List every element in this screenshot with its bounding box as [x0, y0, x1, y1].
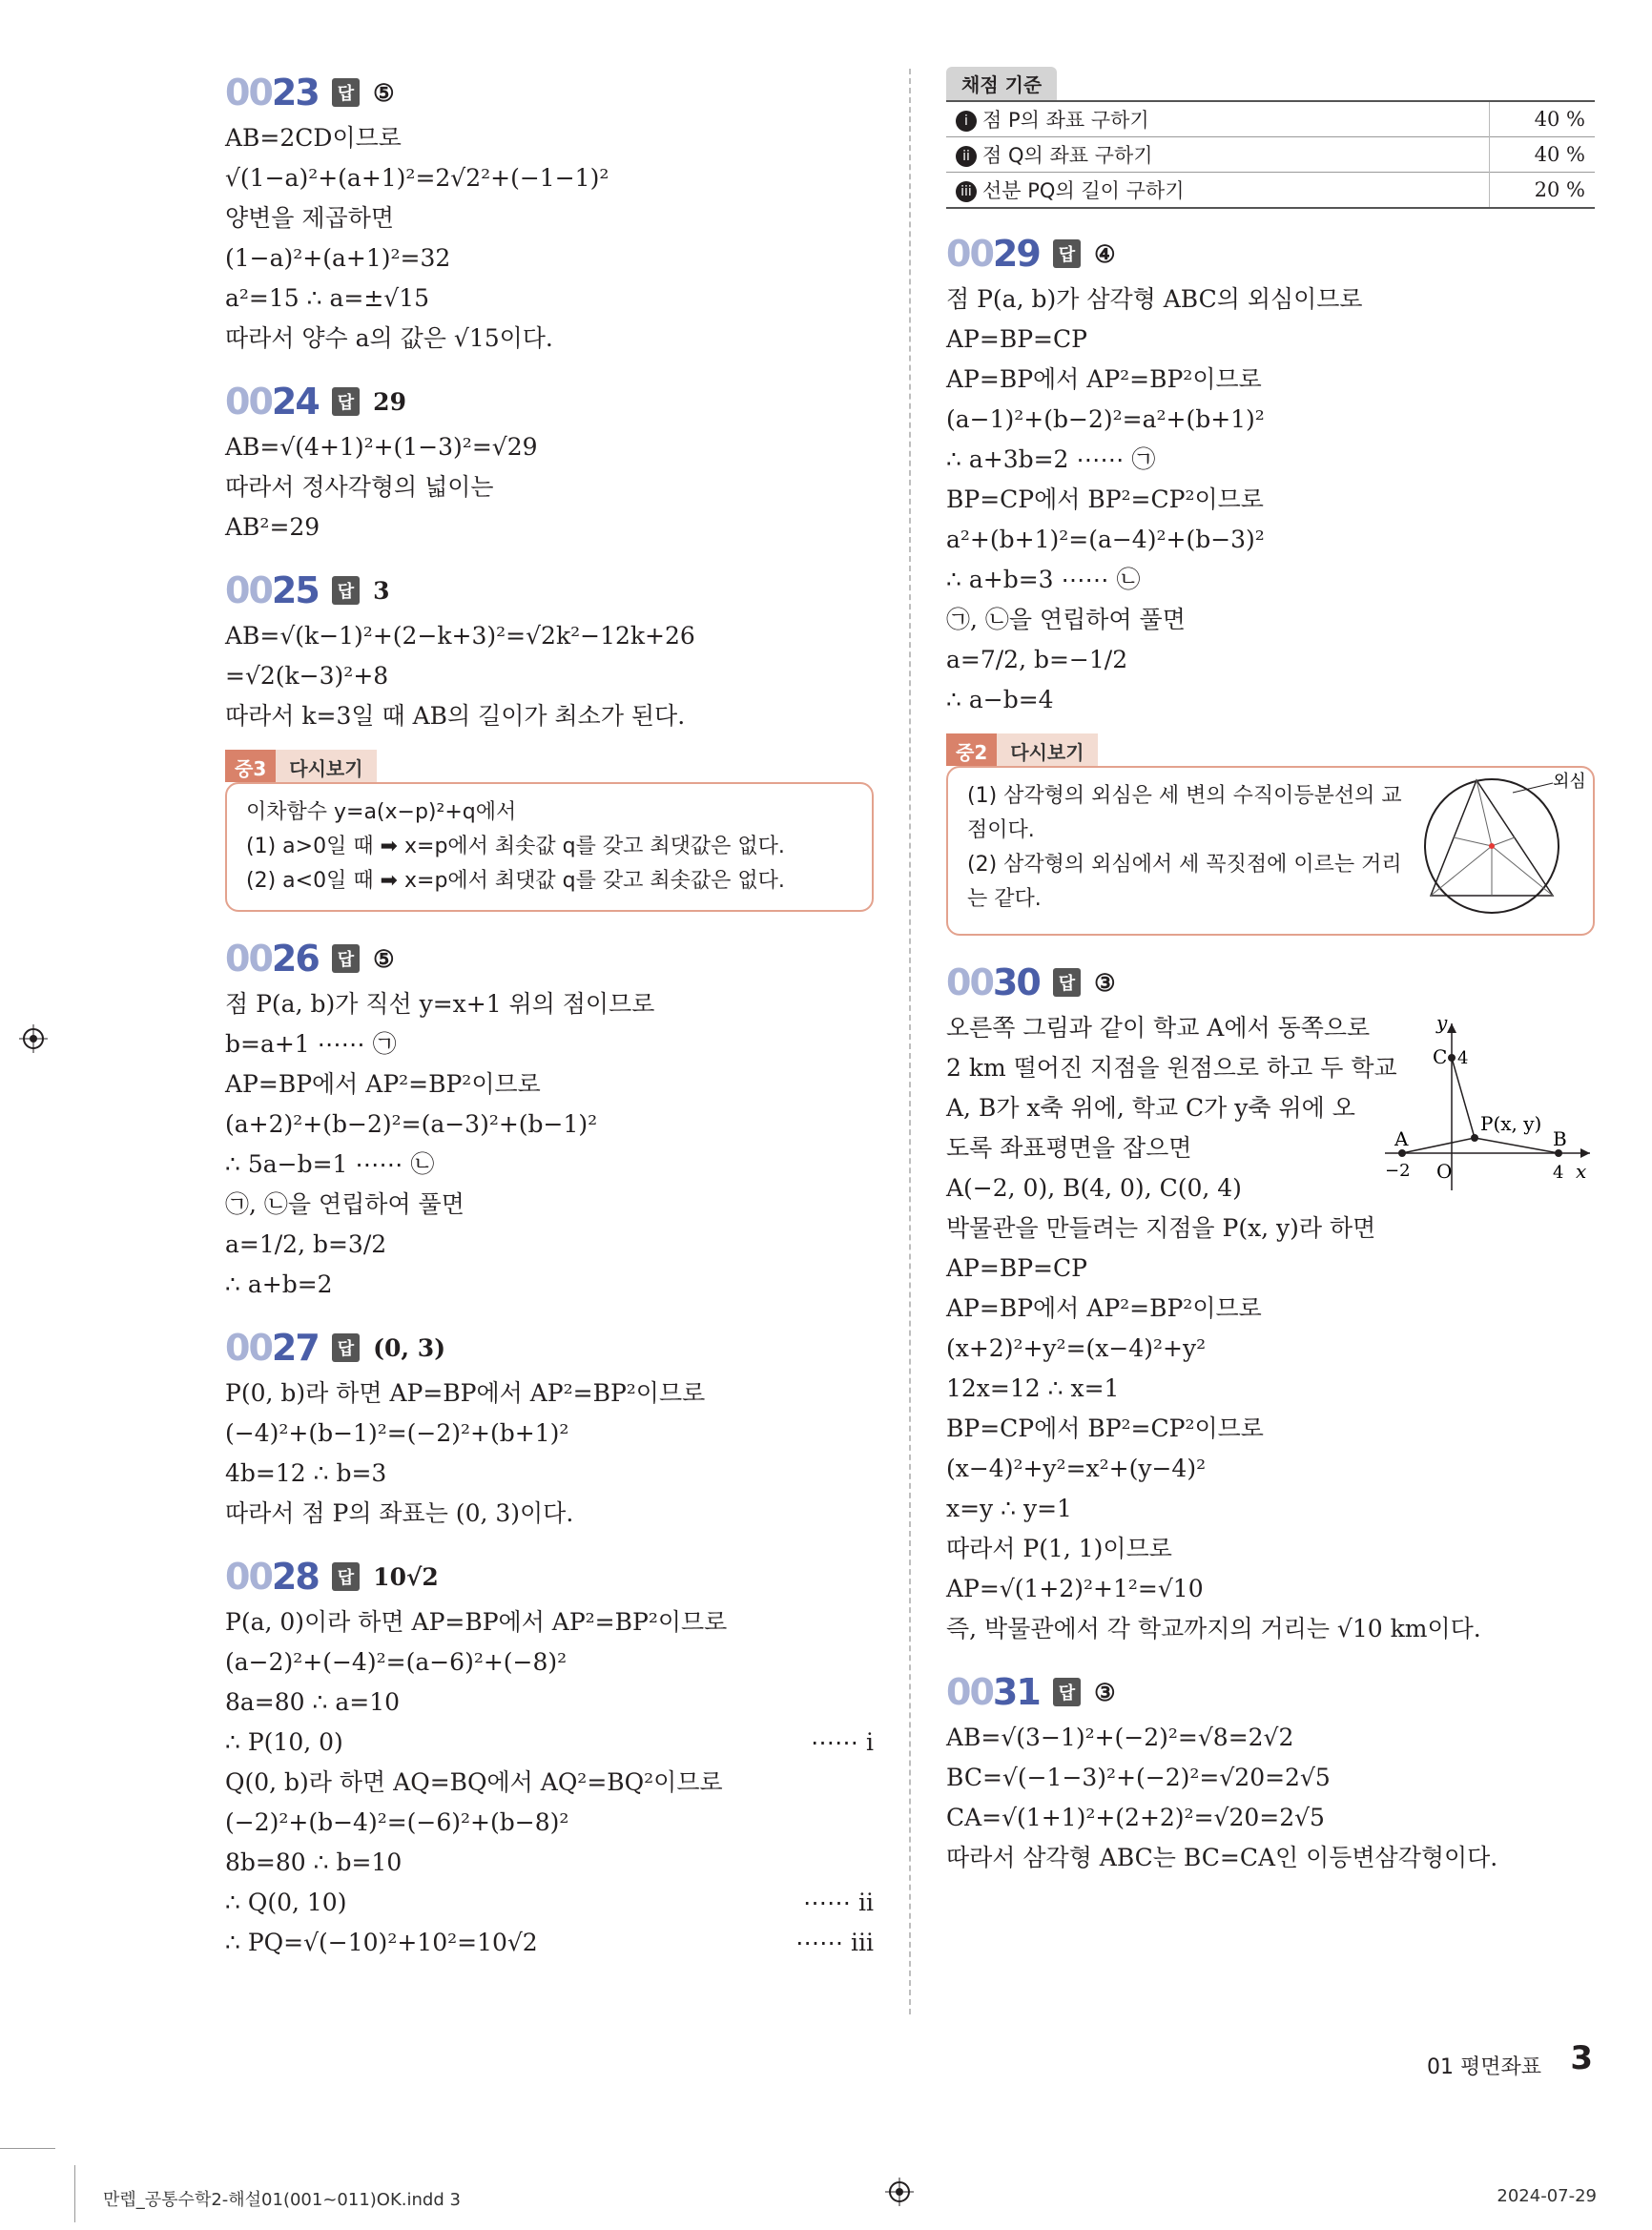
problem-number: 0024 [225, 381, 319, 423]
solution-line: 오른쪽 그림과 같이 학교 A에서 동쪽으로 [946, 1014, 1371, 1042]
tick-label: 4 [1457, 1048, 1469, 1068]
solution-line: AP=BP에서 AP²=BP²이므로 [225, 1070, 541, 1098]
problem-number: 0026 [225, 938, 319, 980]
axis-label-x: x [1576, 1160, 1587, 1183]
solution-line: P(a, 0)이라 하면 AP=BP에서 AP²=BP²이므로 [225, 1608, 728, 1636]
problem-0025 [225, 565, 874, 736]
solution-line: 즉, 박물관에서 각 학교까지의 거리는 √10 km이다. [946, 1615, 1481, 1642]
review-box [946, 733, 1595, 936]
solution-line: 8b=80 ∴ b=10 [225, 1848, 403, 1876]
solution-line: A, B가 x축 위에, 학교 C가 y축 위에 오 [946, 1094, 1355, 1122]
answer: ④ [1094, 239, 1116, 268]
column-divider [909, 69, 911, 2014]
step-marker: ⋯⋯ ii [803, 1889, 874, 1916]
solution-line: ∴ Q(0, 10) ⋯⋯ ii [225, 1883, 874, 1923]
right-column [946, 67, 1595, 1878]
solution-line: √(1−a)²+(a+1)²=2√2²+(−1−1)² [225, 164, 609, 192]
solution-line: (a−1)²+(b−2)²=a²+(b+1)² [946, 405, 1265, 433]
problem-0031 [946, 1666, 1595, 1878]
solution-line: 따라서 k=3일 때 AB의 길이가 최소가 된다. [225, 702, 686, 730]
solution-line: 따라서 삼각형 ABC는 BC=CA인 이등변삼각형이다. [946, 1844, 1498, 1871]
step-marker: ⋯⋯ i [811, 1728, 874, 1756]
answer-tag: 답 [332, 1333, 360, 1362]
problem-number: 0030 [946, 961, 1040, 1003]
solution-line: AP=√(1+2)²+1²=√10 [946, 1575, 1204, 1602]
solution-line: x=y ∴ y=1 [946, 1495, 1072, 1522]
solution-line: 2 km 떨어진 지점을 원점으로 하고 두 학교 [946, 1054, 1397, 1082]
solution-line: 따라서 점 P의 좌표는 (0, 3)이다. [225, 1499, 574, 1527]
problem-0028 [225, 1551, 874, 1963]
answer-tag: 답 [1053, 1678, 1081, 1706]
point-label: C [1433, 1045, 1448, 1068]
problem-0030 [946, 957, 1595, 1649]
problem-number: 0029 [946, 233, 1040, 275]
solution-line: ㉠, ㉡을 연립하여 풀면 [225, 1190, 465, 1218]
review-title: 다시보기 [997, 733, 1097, 766]
solution-line: ∴ a−b=4 [946, 686, 1054, 713]
tick-label: −2 [1385, 1161, 1411, 1181]
solution-line: a=7/2, b=−1/2 [946, 646, 1128, 673]
percent-cell: 40 % [1490, 101, 1596, 137]
solution-line: ∴ P(10, 0) ⋯⋯ i [225, 1723, 874, 1763]
solution-line: 8a=80 ∴ a=10 [225, 1688, 401, 1716]
review-box [225, 750, 874, 912]
review-line: (1) a>0일 때 ➡ x=p에서 최솟값 q를 갖고 최댓값은 없다. [246, 835, 785, 858]
review-line: 는 같다. [967, 887, 1042, 911]
answer-tag: 답 [332, 78, 360, 107]
answer-tag: 답 [332, 944, 360, 973]
solution-line: (−4)²+(b−1)²=(−2)²+(b+1)² [225, 1419, 569, 1447]
answer: ⑤ [373, 78, 395, 107]
solution-line: AB=√(k−1)²+(2−k+3)²=√2k²−12k+26 [225, 622, 695, 650]
solution-line: P(0, b)라 하면 AP=BP에서 AP²=BP²이므로 [225, 1379, 706, 1407]
registration-mark-icon [885, 2178, 914, 2206]
solution-line: b=a+1 ⋯⋯ ㉠ [225, 1030, 397, 1058]
table-row: ii 점 Q의 좌표 구하기 40 % [946, 137, 1595, 173]
solution-line: (x−4)²+y²=x²+(y−4)² [946, 1455, 1207, 1482]
review-level: 중2 [946, 733, 997, 766]
solution-line: AB²=29 [225, 513, 320, 541]
grading-table [946, 67, 1595, 209]
solution-line: ㉠, ㉡을 연립하여 풀면 [946, 606, 1186, 633]
left-column [225, 67, 874, 1963]
solution-line: ∴ a+3b=2 ⋯⋯ ㉠ [946, 445, 1156, 473]
percent-cell: 20 % [1490, 173, 1596, 209]
solution-line: a=1/2, b=3/2 [225, 1230, 387, 1258]
answer: (0, 3) [373, 1333, 446, 1362]
page-number: 3 [1570, 2039, 1593, 2077]
review-line: 이차함수 y=a(x−p)²+q에서 [246, 800, 517, 824]
solution-line: ∴ 5a−b=1 ⋯⋯ ㉡ [225, 1150, 435, 1178]
solution-line: 박물관을 만들려는 지점을 P(x, y)라 하면 [946, 1214, 1376, 1242]
solution-line: AB=√(3−1)²+(−2)²=√8=2√2 [946, 1724, 1294, 1751]
problem-0023 [225, 67, 874, 359]
print-date: 2024-07-29 [1497, 2186, 1597, 2206]
solution-line: (a+2)²+(b−2)²=(a−3)²+(b−1)² [225, 1110, 598, 1138]
answer-tag: 답 [1053, 968, 1081, 997]
grading-title: 채점 기준 [946, 67, 1057, 100]
answer: ⑤ [373, 944, 395, 973]
problem-number: 0023 [225, 72, 319, 114]
problem-number: 0027 [225, 1327, 319, 1369]
axis-label-y: y [1436, 1011, 1448, 1034]
solution-line: ∴ a+b=2 [225, 1270, 333, 1298]
roman-marker: i [956, 111, 977, 132]
step-marker: ⋯⋯ iii [795, 1929, 874, 1956]
table-row: iii 선분 PQ의 길이 구하기 20 % [946, 173, 1595, 209]
answer: ③ [1094, 968, 1116, 997]
file-name: 만렙_공통수학2-해설01(001~011)OK.indd 3 [103, 2190, 461, 2210]
solution-line: AP=BP=CP [946, 325, 1087, 353]
solution-line: AP=BP에서 AP²=BP²이므로 [946, 365, 1262, 393]
solution-line: A(−2, 0), B(4, 0), C(0, 4) [946, 1174, 1242, 1202]
origin-label: O [1436, 1160, 1453, 1183]
solution-line: (a−2)²+(−4)²=(a−6)²+(−8)² [225, 1648, 568, 1676]
problem-0026 [225, 933, 874, 1305]
review-line: (2) a<0일 때 ➡ x=p에서 최댓값 q를 갖고 최솟값은 없다. [246, 869, 785, 893]
solution-line: 따라서 P(1, 1)이므로 [946, 1535, 1172, 1562]
solution-line: 따라서 정사각형의 넓이는 [225, 473, 494, 501]
solution-line: BP=CP에서 BP²=CP²이므로 [946, 485, 1264, 513]
solution-line: 도록 좌표평면을 잡으면 [946, 1134, 1192, 1162]
solution-line: ∴ a+b=3 ⋯⋯ ㉡ [946, 566, 1141, 593]
solution-line: AP=BP에서 AP²=BP²이므로 [946, 1294, 1262, 1322]
review-line: (2) 삼각형의 외심에서 세 꼭짓점에 이르는 거리 [967, 853, 1402, 877]
review-level: 중3 [225, 750, 276, 782]
solution-line: 12x=12 ∴ x=1 [946, 1374, 1120, 1402]
roman-marker: iii [956, 181, 977, 202]
registration-mark-icon [19, 1024, 48, 1053]
solution-line: 점 P(a, b)가 직선 y=x+1 위의 점이므로 [225, 990, 655, 1018]
solution-line: BP=CP에서 BP²=CP²이므로 [946, 1414, 1264, 1442]
solution-line: CA=√(1+1)²+(2+2)²=√20=2√5 [946, 1804, 1325, 1831]
answer: 29 [373, 387, 406, 416]
answer-tag: 답 [332, 1562, 360, 1591]
solution-line: 점 P(a, b)가 삼각형 ABC의 외심이므로 [946, 285, 1363, 313]
review-title: 다시보기 [276, 750, 376, 782]
solution-line: AB=2CD이므로 [225, 124, 402, 152]
answer-tag: 답 [1053, 239, 1081, 268]
answer-tag: 답 [332, 576, 360, 605]
solution-line: Q(0, b)라 하면 AQ=BQ에서 AQ²=BQ²이므로 [225, 1768, 723, 1796]
answer: ③ [1094, 1678, 1116, 1706]
review-line: (1) 삼각형의 외심은 세 변의 수직이등분선의 교 [967, 784, 1402, 808]
review-line: 점이다. [967, 818, 1035, 842]
chapter-label: 01 평면좌표 [1427, 2055, 1541, 2079]
answer: 3 [373, 576, 390, 605]
solution-line: (x+2)²+y²=(x−4)²+y² [946, 1334, 1207, 1362]
tick-label: 4 [1553, 1163, 1564, 1183]
figure-label: 외심 [1553, 772, 1586, 792]
circumcenter-figure [1417, 770, 1586, 919]
solution-line: (1−a)²+(a+1)²=32 [225, 244, 451, 272]
point-label: A [1394, 1127, 1409, 1150]
problem-0027 [225, 1322, 874, 1534]
problem-number: 0025 [225, 569, 319, 611]
solution-line: AP=BP=CP [946, 1254, 1087, 1282]
problem-0024 [225, 376, 874, 547]
solution-line: BC=√(−1−3)²+(−2)²=√20=2√5 [946, 1764, 1331, 1791]
solution-line: a²=15 ∴ a=±√15 [225, 284, 430, 312]
solution-line: 4b=12 ∴ b=3 [225, 1459, 387, 1487]
point-label: P(x, y) [1480, 1112, 1542, 1135]
answer-tag: 답 [332, 387, 360, 416]
percent-cell: 40 % [1490, 137, 1596, 173]
solution-line: 따라서 양수 a의 값은 √15이다. [225, 324, 553, 352]
problem-0029 [946, 228, 1595, 720]
trim-mark [74, 2165, 75, 2222]
solution-line: 양변을 제곱하면 [225, 204, 394, 232]
solution-line: (−2)²+(b−4)²=(−6)²+(b−8)² [225, 1808, 569, 1836]
roman-marker: ii [956, 146, 977, 167]
answer: 10√2 [373, 1562, 439, 1591]
solution-line: AB=√(4+1)²+(1−3)²=√29 [225, 433, 538, 461]
solution-line: ∴ PQ=√(−10)²+10²=10√2 ⋯⋯ iii [225, 1923, 874, 1963]
trim-mark [0, 2148, 55, 2149]
table-row: i 점 P의 좌표 구하기 40 % [946, 101, 1595, 137]
problem-number: 0031 [946, 1671, 1040, 1713]
solution-line: a²+(b+1)²=(a−4)²+(b−3)² [946, 526, 1265, 553]
problem-number: 0028 [225, 1556, 319, 1598]
solution-line: =√2(k−3)²+8 [225, 662, 389, 690]
point-label: B [1553, 1127, 1567, 1150]
